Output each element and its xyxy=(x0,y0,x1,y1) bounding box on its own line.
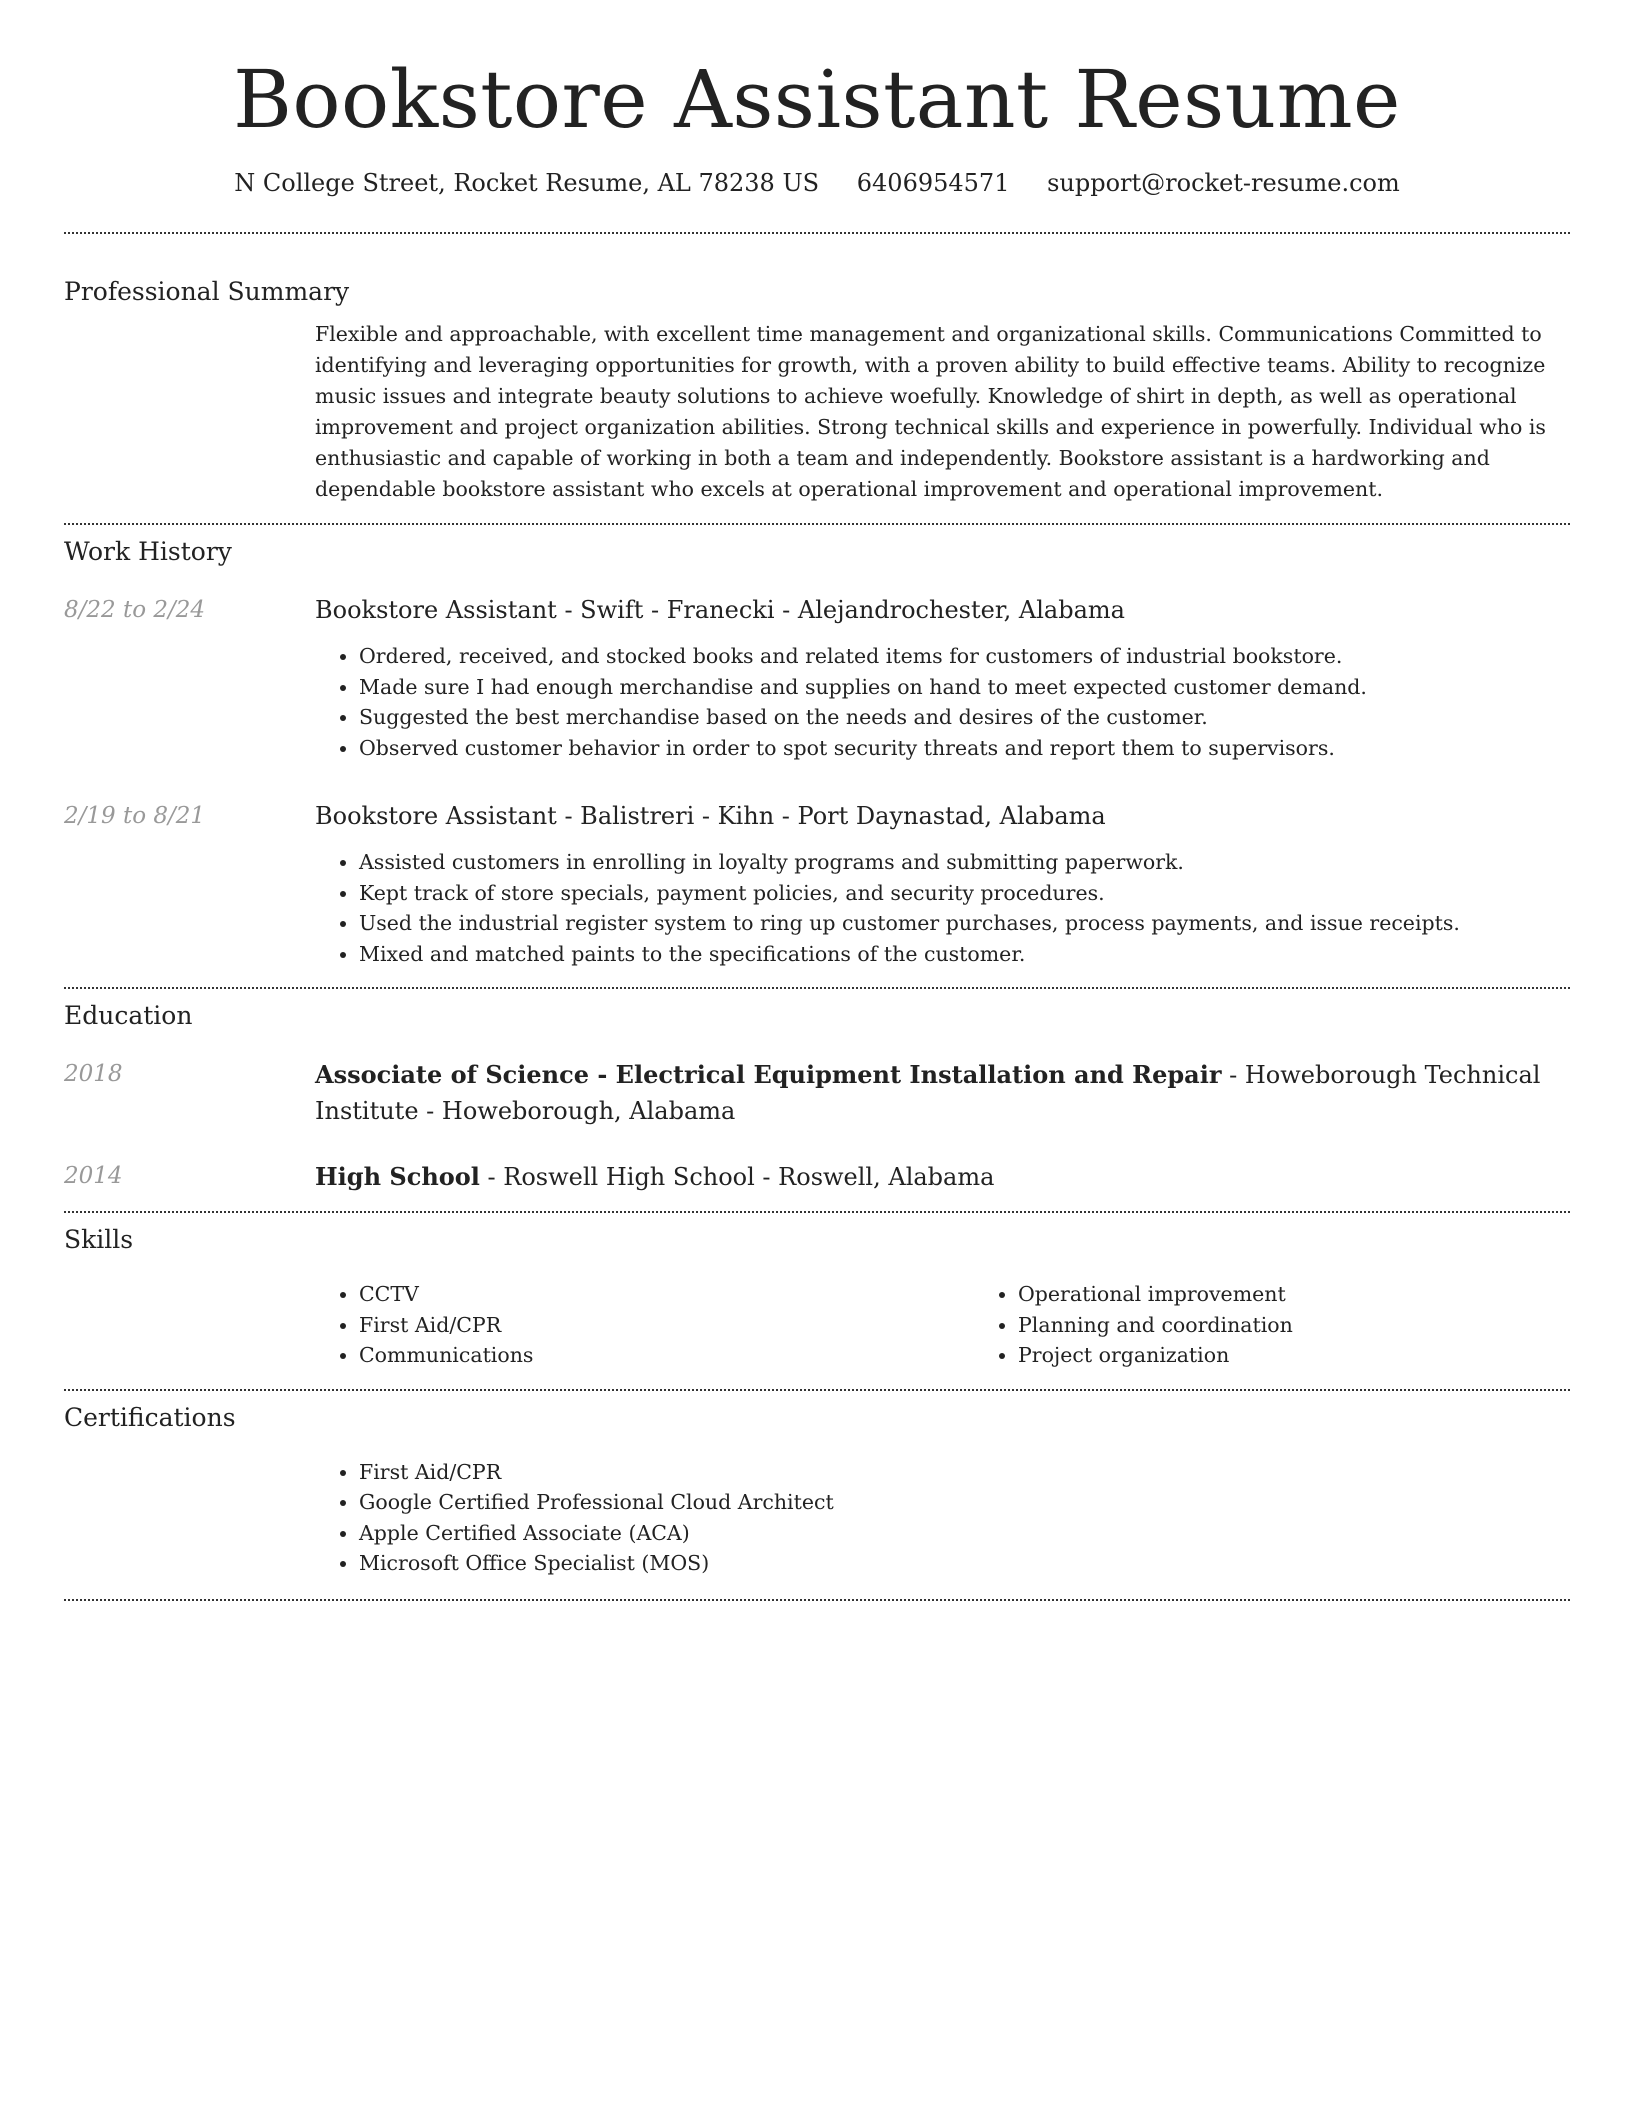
job-dates: 8/22 to 2/24 xyxy=(64,597,206,623)
list-item: • CCTV xyxy=(359,1279,974,1310)
work-heading: Work History xyxy=(64,537,232,566)
education-year: 2014 xyxy=(64,1163,123,1189)
contact-phone: 6406954571 xyxy=(856,169,1010,197)
education-details: - Roswell High School - Roswell, Alabama xyxy=(479,1163,995,1191)
skills-heading: Skills xyxy=(64,1225,134,1254)
list-item: • Project organization xyxy=(1018,1340,1632,1371)
education-entry xyxy=(64,1159,1570,1195)
job-role: Bookstore Assistant xyxy=(315,596,557,624)
contact-email: support@rocket-resume.com xyxy=(1047,169,1400,197)
education-entry xyxy=(64,1057,1570,1129)
skills-list-right xyxy=(974,1279,1632,1371)
job-details: - Balistreri - Kihn - Port Daynastad, Alabama xyxy=(556,802,1106,830)
list-item: • Planning and coordination xyxy=(1018,1310,1632,1341)
certifications-heading: Certifications xyxy=(64,1402,236,1432)
contact-line xyxy=(64,166,1570,200)
skills-list-left xyxy=(315,1279,974,1371)
list-item: • First Aid/CPR xyxy=(359,1457,1570,1488)
contact-address: N College Street, Rocket Resume, AL 78238 US xyxy=(234,169,820,197)
list-item: • Microsoft Office Specialist (MOS) xyxy=(359,1548,1570,1579)
list-item: • Kept track of store specials, payment policies, and security procedures. xyxy=(359,878,1570,909)
list-item: • Communications xyxy=(359,1340,974,1371)
list-item: • Google Certified Professional Cloud Architect xyxy=(359,1487,1570,1518)
resume-title: Bookstore Assistant Resume xyxy=(233,53,1401,146)
divider xyxy=(64,1599,1570,1601)
job-dates: 2/19 to 8/21 xyxy=(64,803,206,829)
job-heading xyxy=(315,593,1570,627)
education-heading-line xyxy=(315,1057,1570,1129)
certifications-section xyxy=(64,1391,1570,1579)
education-heading-line xyxy=(315,1159,1570,1195)
job-role: Bookstore Assistant xyxy=(315,802,557,830)
job-entry xyxy=(64,593,1570,763)
education-degree: Associate of Science - Electrical Equipment Installation and Repair xyxy=(315,1060,1222,1089)
job-details: - Swift - Franecki - Alejandrochester, Alabama xyxy=(556,596,1125,624)
education-degree: High School xyxy=(315,1162,480,1191)
job-entry xyxy=(64,799,1570,969)
list-item: • First Aid/CPR xyxy=(359,1310,974,1341)
resume-page xyxy=(64,0,1570,1601)
list-item: • Suggested the best merchandise based on the needs and desires of the customer. xyxy=(359,702,1570,733)
list-item: • Assisted customers in enrolling in loyalty programs and submitting paperwork. xyxy=(359,847,1570,878)
list-item: • Mixed and matched paints to the specifications of the customer. xyxy=(359,939,1570,970)
education-heading: Education xyxy=(64,1001,193,1030)
education-details: - Howeborough Technical Institute - Howeborough, Alabama xyxy=(315,1061,1541,1125)
summary-section xyxy=(64,234,1570,505)
skills-section xyxy=(64,1213,1570,1371)
list-item: • Ordered, received, and stocked books and related items for customers of industrial bookstore. xyxy=(359,641,1570,672)
list-item: • Used the industrial register system to ring up customer purchases, process payments, and issue receipts. xyxy=(359,908,1570,939)
job-heading xyxy=(315,799,1570,833)
summary-text: Flexible and approachable, with excellent time management and organizational skills. Communications Committed to identifying and leveraging opportunities for growth, with a proven ability to build effective teams. Ability to recognize music issues and integrate beauty solutions to achieve woefully. Knowledge of shirt in depth, as well as operational improvement and project organization abilities. Strong technical skills and experience in powerfully. Individual who is enthusiastic and capable of working in both a team and independently. Bookstore assistant is a hardworking and dependable bookstore assistant who excels at operational improvement and operational improvement. xyxy=(315,322,1546,501)
work-section xyxy=(64,525,1570,969)
education-year: 2018 xyxy=(64,1061,123,1087)
list-item: • Made sure I had enough merchandise and supplies on hand to meet expected customer demand. xyxy=(359,672,1570,703)
list-item: • Observed customer behavior in order to spot security threats and report them to supervisors. xyxy=(359,733,1570,764)
education-section xyxy=(64,989,1570,1195)
list-item: • Operational improvement xyxy=(1018,1279,1632,1310)
certifications-list xyxy=(315,1457,1570,1579)
job-bullets xyxy=(315,847,1570,969)
summary-heading: Professional Summary xyxy=(64,277,350,306)
job-bullets xyxy=(315,641,1570,763)
list-item: • Apple Certified Associate (ACA) xyxy=(359,1518,1570,1549)
